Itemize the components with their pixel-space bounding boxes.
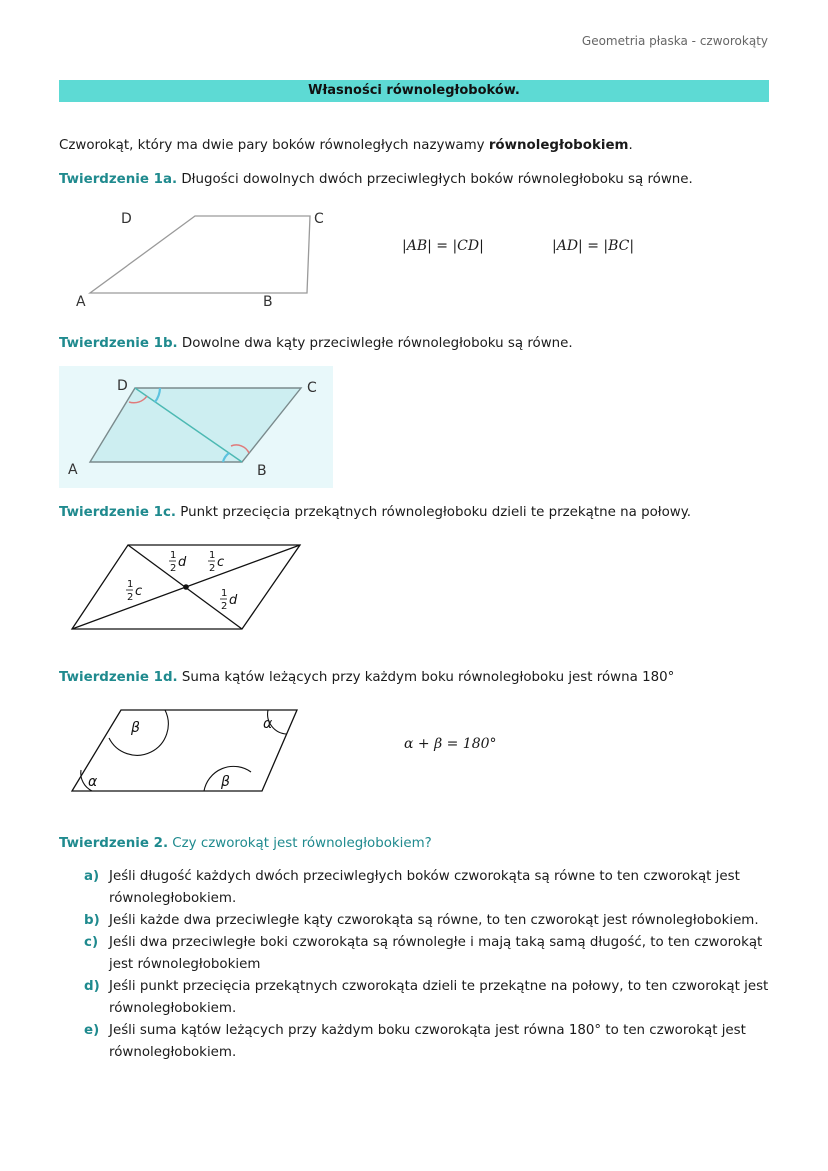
vertex-b-label: B [257, 463, 267, 479]
list-item-line: jest równoległobokiem [109, 957, 261, 972]
intro-bold: równoległobokiem [488, 138, 629, 153]
formula-angle-sum: α + β = 180° [404, 736, 497, 752]
vertex-a-label: A [76, 294, 86, 310]
criteria-list [84, 866, 774, 1064]
theorem-1d-label: Twierdzenie 1d. [59, 670, 178, 685]
parallelogram-figure-1a [60, 205, 350, 313]
list-item-label: c) [84, 935, 99, 950]
theorem-2-text: Czy czworokąt jest równoległobokiem? [168, 836, 432, 851]
theorem-1b-label: Twierdzenie 1b. [59, 336, 178, 351]
parallelogram-figure-1d [64, 704, 304, 796]
theorem-1a [59, 172, 693, 187]
list-item-line: Jeśli długość każdych dwóch przeciwległych boków czworokąta są równe to ten czworokąt jest [109, 869, 740, 884]
svg-text:2: 2 [209, 563, 216, 574]
list-item [84, 866, 774, 910]
parallelogram-figure-1c [64, 538, 308, 636]
intro-text: Czworokąt, który ma dwie pary boków równoległych nazywamy [59, 138, 489, 153]
vertex-b-label: B [263, 294, 273, 310]
list-item-line: Jeśli każde dwa przeciwległe kąty czworokąta są równe, to ten czworokąt jest równoległobokiem. [109, 913, 759, 928]
list-item-line: równoległobokiem. [109, 1045, 237, 1060]
svg-text:1: 1 [127, 579, 134, 590]
list-item-line: Jeśli punkt przecięcia przekątnych czworokąta dzieli te przekątne na połowy, to ten czworokąt jest [109, 979, 769, 994]
svg-text:2: 2 [127, 592, 134, 603]
formula-ad-bc: |AD| = |BC| [552, 238, 635, 254]
svg-text:c: c [217, 555, 225, 570]
theorem-1c [59, 505, 691, 520]
theorem-1c-label: Twierdzenie 1c. [59, 505, 176, 520]
label-half-c-left [126, 579, 142, 603]
svg-text:1: 1 [170, 550, 177, 561]
vertex-c-label: C [314, 211, 324, 227]
list-item-line: Jeśli suma kątów leżących przy każdym boku czworokąta jest równa 180° to ten czworokąt jest [109, 1023, 746, 1038]
beta-label-d: β [131, 720, 140, 736]
list-item-label: d) [84, 979, 100, 994]
theorem-1d [59, 670, 674, 685]
vertex-a-label: A [68, 462, 78, 478]
list-item-label: e) [84, 1023, 100, 1038]
list-item-label: a) [84, 869, 100, 884]
theorem-1a-text: Długości dowolnych dwóch przeciwległych boków równoległoboku są równe. [177, 172, 693, 187]
theorem-1a-label: Twierdzenie 1a. [59, 172, 178, 187]
svg-text:1: 1 [209, 550, 216, 561]
list-item-line: równoległobokiem. [109, 1001, 237, 1016]
list-item-line: równoległobokiem. [109, 891, 237, 906]
formula-ab-cd: |AB| = |CD| [402, 238, 484, 254]
parallelogram-figure-1b [59, 366, 333, 488]
list-item-label: b) [84, 913, 100, 928]
svg-text:2: 2 [170, 563, 177, 574]
svg-text:2: 2 [221, 601, 228, 612]
label-half-d-right [220, 588, 238, 612]
intro-end: . [628, 138, 633, 153]
header-note: Geometria płaska - czworokąty [581, 34, 768, 48]
beta-label-b: β [221, 774, 230, 790]
label-half-d-top [169, 550, 187, 574]
theorem-2 [59, 836, 432, 851]
alpha-label-c: α [263, 716, 273, 732]
label-half-c-top [208, 550, 224, 574]
svg-text:d: d [229, 593, 238, 608]
theorem-1d-text: Suma kątów leżących przy każdym boku równoległoboku jest równa 180° [177, 670, 675, 685]
theorem-1b [59, 336, 573, 351]
svg-text:c: c [135, 584, 143, 599]
theorem-1b-text: Dowolne dwa kąty przeciwległe równoległoboku są równe. [177, 336, 573, 351]
list-item [84, 910, 774, 932]
vertex-d-label: D [117, 378, 128, 394]
list-item [84, 1020, 774, 1064]
alpha-label-a: α [88, 774, 98, 790]
list-item [84, 976, 774, 1020]
section-banner: Własności równoległoboków. [59, 80, 769, 102]
theorem-1c-text: Punkt przecięcia przekątnych równoległoboku dzieli te przekątne na połowy. [175, 505, 691, 520]
vertex-c-label: C [307, 380, 317, 396]
list-item [84, 932, 774, 976]
list-item-line: Jeśli dwa przeciwległe boki czworokąta są równoległe i mają taką samą długość, to ten czworokąt [109, 935, 763, 950]
svg-text:1: 1 [221, 588, 228, 599]
svg-text:d: d [178, 555, 187, 570]
intro-paragraph [59, 138, 633, 153]
vertex-d-label: D [121, 211, 132, 227]
theorem-2-label: Twierdzenie 2. [59, 836, 169, 851]
